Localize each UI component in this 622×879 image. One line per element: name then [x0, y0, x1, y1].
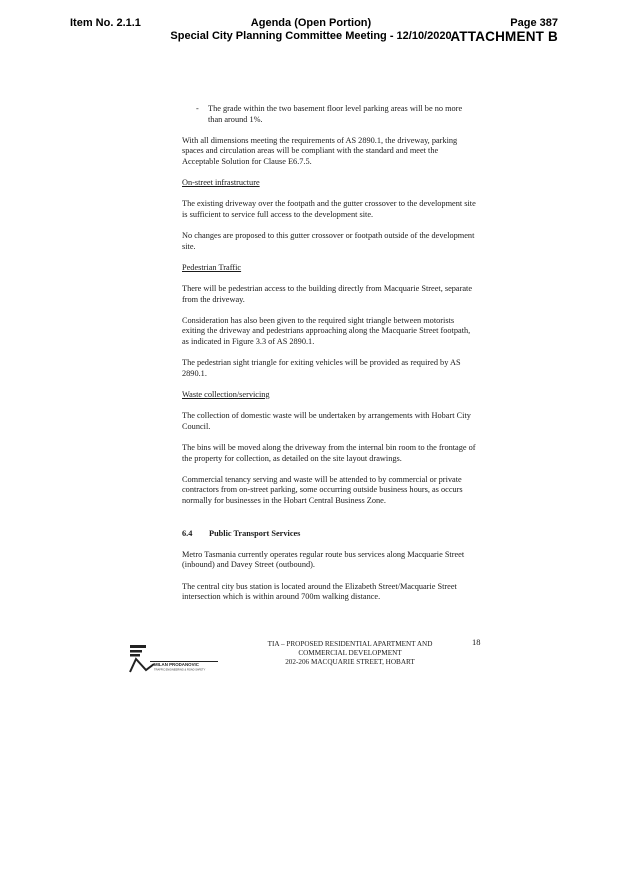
- agenda-label: Agenda (Open Portion): [250, 17, 372, 29]
- footer-line-1: TIA – PROPOSED RESIDENTIAL APARTMENT AND: [267, 640, 433, 648]
- bullet-text: The grade within the two basement floor level parking areas will be no more than around 1%.: [208, 104, 463, 124]
- paragraph-transport-2: The central city bus station is located around the Elizabeth Street/Macquarie Street intersection which is within around 700m walking distance.: [182, 581, 457, 602]
- footer-page-number: 18: [472, 637, 481, 647]
- page-info: [450, 17, 558, 43]
- paragraph-pedestrian-2: Consideration has also been given to the required sight triangle between motorists exiting the driveway and pedestrians approaching along the Macquarie Street footpath, as indicated in Figure 3.3 of AS 2890.1.: [182, 315, 471, 347]
- logo-subtext: TRAFFIC ENGINEERING & ROAD SAFETY: [154, 668, 206, 672]
- section-number: 6.4: [182, 528, 193, 538]
- heading-waste: Waste collection/servicing: [182, 390, 270, 400]
- heading-onstreet: On-street infrastructure: [182, 178, 260, 188]
- document-body: [182, 104, 476, 613]
- logo-text: MILAN PRODANOVIC: [154, 662, 199, 667]
- meeting-label: Special City Planning Committee Meeting - 12/10/2020: [170, 30, 452, 42]
- logo-icon: [128, 644, 220, 674]
- footer-title: [240, 640, 460, 668]
- page-label: Page 387: [510, 17, 558, 29]
- item-number: Item No. 2.1.1: [70, 17, 141, 29]
- section-heading: [182, 529, 476, 540]
- paragraph-pedestrian-3: The pedestrian sight triangle for exiting vehicles will be provided as required by AS 2890.1.: [182, 358, 461, 378]
- attachment-label: ATTACHMENT B: [450, 29, 558, 44]
- paragraph-transport-1: Metro Tasmania currently operates regular route bus services along Macquarie Street (inbound) and Davey Street (outbound).: [182, 549, 465, 570]
- paragraph-waste-3: Commercial tenancy serving and waste will be attended to by commercial or private contractors from on-street parking, some occurring outside business hours, as occurs normally for businesses in the Hobart Central Business Zone.: [182, 474, 463, 505]
- bullet-item: [182, 104, 476, 125]
- paragraph-pedestrian-1: There will be pedestrian access to the building directly from Macquarie Street, separate from the driveway.: [182, 284, 473, 304]
- bullet-dash: -: [196, 104, 199, 113]
- paragraph-waste-2: The bins will be moved along the driveway from the internal bin room to the frontage of the property for collection, as detailed on the site layout drawings.: [182, 443, 476, 463]
- paragraph-waste-1: The collection of domestic waste will be undertaken by arrangements with Hobart City Council.: [182, 411, 471, 431]
- paragraph-onstreet-1: The existing driveway over the footpath and the gutter crossover to the development site is sufficient to service full access to the development site.: [182, 199, 476, 219]
- heading-pedestrian: Pedestrian Traffic: [182, 262, 242, 272]
- paragraph-onstreet-2: No changes are proposed to this gutter crossover or footpath outside of the development site.: [182, 231, 475, 251]
- footer-line-2: COMMERCIAL DEVELOPMENT: [298, 649, 402, 658]
- page-header: [0, 0, 622, 50]
- paragraph-dimensions: With all dimensions meeting the requirements of AS 2890.1, the driveway, parking spaces and circulation areas will be compliant with the standard and meet the Acceptable Solution for Clause E6.7.5.: [182, 135, 458, 166]
- company-logo: [128, 644, 220, 674]
- section-title: Public Transport Services: [209, 528, 301, 538]
- footer-line-3: 202-206 MACQUARIE STREET, HOBART: [285, 658, 415, 667]
